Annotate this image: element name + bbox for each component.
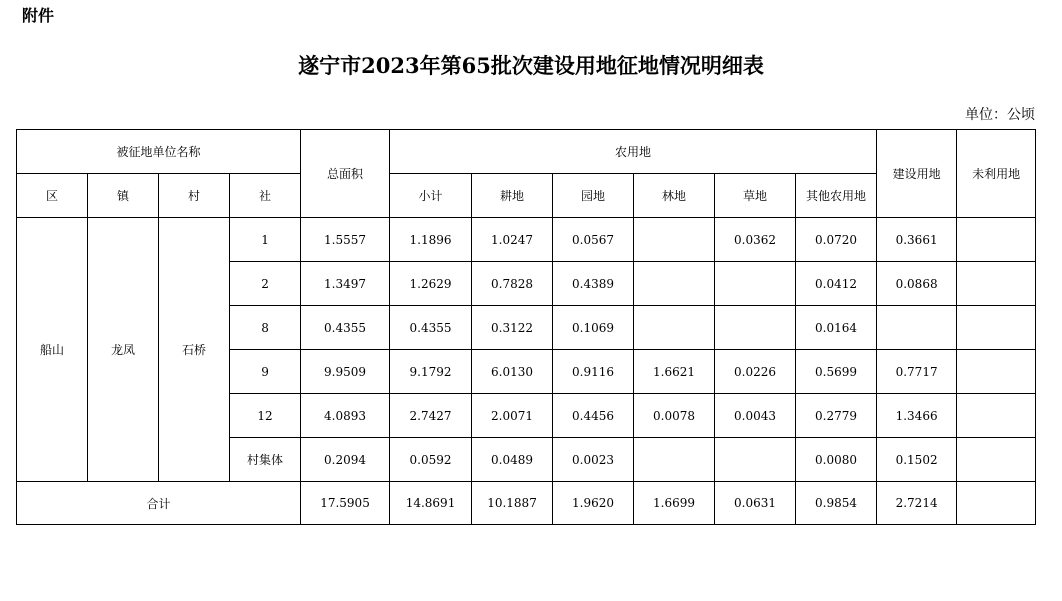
value-cell: 0.0043 <box>715 394 796 438</box>
community-cell: 8 <box>230 306 301 350</box>
header-farmland: 农用地 <box>390 130 877 174</box>
value-cell: 0.3661 <box>877 218 957 262</box>
value-cell: 0.7717 <box>877 350 957 394</box>
value-cell: 0.1069 <box>553 306 634 350</box>
total-cell <box>957 482 1036 525</box>
community-cell: 2 <box>230 262 301 306</box>
value-cell: 0.0164 <box>796 306 877 350</box>
header-total-area: 总面积 <box>301 130 390 218</box>
value-cell: 9.1792 <box>390 350 472 394</box>
value-cell: 0.0592 <box>390 438 472 482</box>
total-cell: 1.9620 <box>553 482 634 525</box>
value-cell <box>957 394 1036 438</box>
value-cell: 0.2779 <box>796 394 877 438</box>
value-cell: 1.3466 <box>877 394 957 438</box>
value-cell: 1.0247 <box>472 218 553 262</box>
value-cell: 0.4355 <box>390 306 472 350</box>
header-arable: 耕地 <box>472 174 553 218</box>
value-cell: 1.5557 <box>301 218 390 262</box>
header-other-farm: 其他农用地 <box>796 174 877 218</box>
value-cell <box>634 438 715 482</box>
value-cell: 1.2629 <box>390 262 472 306</box>
header-forest: 林地 <box>634 174 715 218</box>
value-cell: 0.7828 <box>472 262 553 306</box>
value-cell: 0.0720 <box>796 218 877 262</box>
value-cell <box>634 218 715 262</box>
value-cell: 0.5699 <box>796 350 877 394</box>
total-cell: 0.9854 <box>796 482 877 525</box>
value-cell: 2.0071 <box>472 394 553 438</box>
value-cell: 0.0078 <box>634 394 715 438</box>
total-cell: 14.8691 <box>390 482 472 525</box>
value-cell: 4.0893 <box>301 394 390 438</box>
value-cell: 1.1896 <box>390 218 472 262</box>
value-cell <box>957 262 1036 306</box>
value-cell: 0.0567 <box>553 218 634 262</box>
value-cell: 0.0489 <box>472 438 553 482</box>
value-cell <box>715 262 796 306</box>
table-row <box>17 218 1036 262</box>
value-cell: 0.4389 <box>553 262 634 306</box>
header-town: 镇 <box>88 174 159 218</box>
value-cell <box>957 350 1036 394</box>
header-district: 区 <box>17 174 88 218</box>
value-cell: 0.1502 <box>877 438 957 482</box>
town-cell: 龙凤 <box>88 218 159 482</box>
community-cell: 1 <box>230 218 301 262</box>
header-construction: 建设用地 <box>877 130 957 218</box>
value-cell <box>634 306 715 350</box>
value-cell: 0.0412 <box>796 262 877 306</box>
value-cell: 1.6621 <box>634 350 715 394</box>
value-cell <box>957 438 1036 482</box>
value-cell: 1.3497 <box>301 262 390 306</box>
value-cell: 0.2094 <box>301 438 390 482</box>
header-garden: 园地 <box>553 174 634 218</box>
value-cell: 0.9116 <box>553 350 634 394</box>
district-cell: 船山 <box>17 218 88 482</box>
page-title: 遂宁市2023年第65批次建设用地征地情况明细表 <box>298 53 764 78</box>
value-cell <box>715 438 796 482</box>
total-label: 合计 <box>17 482 301 525</box>
header-subtotal: 小计 <box>390 174 472 218</box>
header-unit-name: 被征地单位名称 <box>17 130 301 174</box>
community-cell: 9 <box>230 350 301 394</box>
total-cell: 2.7214 <box>877 482 957 525</box>
value-cell: 2.7427 <box>390 394 472 438</box>
value-cell: 0.0023 <box>553 438 634 482</box>
value-cell: 6.0130 <box>472 350 553 394</box>
header-community: 社 <box>230 174 301 218</box>
value-cell: 0.0226 <box>715 350 796 394</box>
value-cell <box>877 306 957 350</box>
value-cell: 0.3122 <box>472 306 553 350</box>
land-acquisition-table <box>16 129 1036 525</box>
value-cell: 0.4456 <box>553 394 634 438</box>
value-cell <box>957 218 1036 262</box>
total-cell: 17.5905 <box>301 482 390 525</box>
value-cell: 0.0362 <box>715 218 796 262</box>
community-cell: 村集体 <box>230 438 301 482</box>
value-cell: 0.0080 <box>796 438 877 482</box>
community-cell: 12 <box>230 394 301 438</box>
header-village: 村 <box>159 174 230 218</box>
value-cell <box>634 262 715 306</box>
attachment-label: 附件 <box>22 6 55 25</box>
total-cell: 10.1887 <box>472 482 553 525</box>
header-grass: 草地 <box>715 174 796 218</box>
value-cell: 0.0868 <box>877 262 957 306</box>
total-cell: 1.6699 <box>634 482 715 525</box>
total-cell: 0.0631 <box>715 482 796 525</box>
value-cell: 0.4355 <box>301 306 390 350</box>
value-cell: 9.9509 <box>301 350 390 394</box>
village-cell: 石桥 <box>159 218 230 482</box>
value-cell <box>957 306 1036 350</box>
value-cell <box>715 306 796 350</box>
header-unused: 未利用地 <box>957 130 1036 218</box>
unit-label: 单位：公顷 <box>965 107 1035 123</box>
